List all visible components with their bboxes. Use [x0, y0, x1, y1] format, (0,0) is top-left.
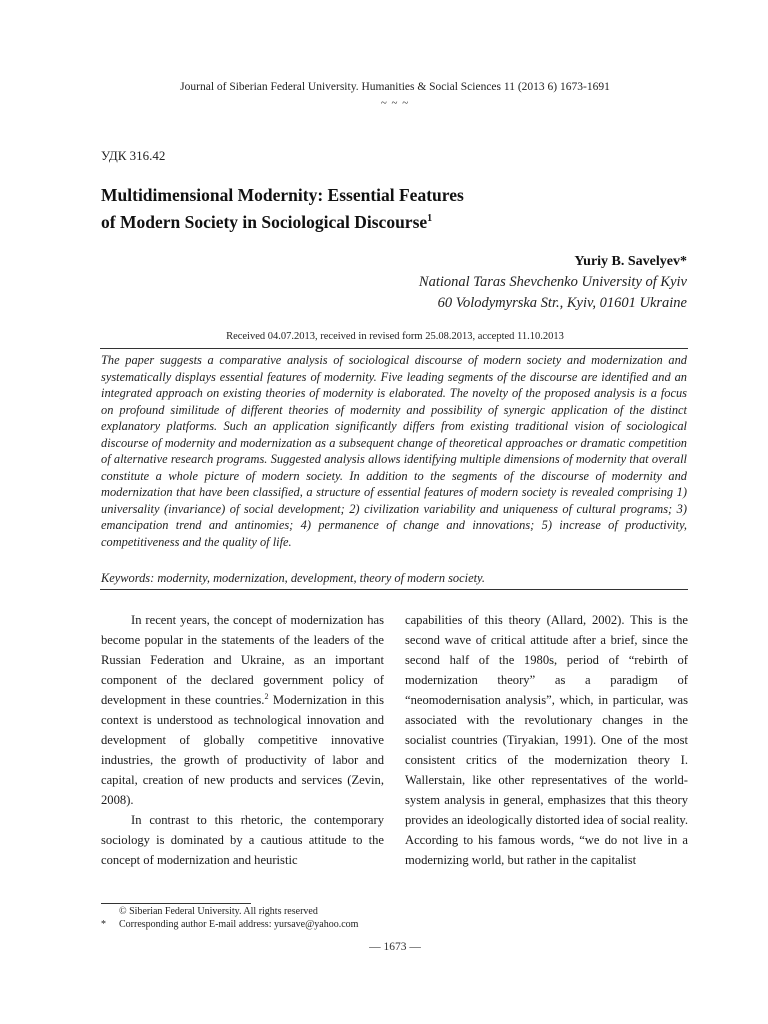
- body-column-left: [101, 610, 384, 870]
- footnote-copyright: [101, 905, 691, 918]
- corresponding-mark: *: [101, 919, 106, 930]
- abstract: The paper suggests a comparative analysis of sociological discourse of modern society and modernization and systematically displays essential features of modernity. Five leading segments of the discourse are identified and an integrated approach on existing theories of modernity is elaborated. The novelty of the proposed analysis is a focus on profound similitude of different theories of modernity and possibility of synergic application of the distinct explanatory platforms. Such an application significantly differs from existing traditional vision of sociological discourse of modernity and modernization as a subsequent change of theoretical approaches or dramatic competition of alternative research programs. Suggested analysis allows identifying multiple dimensions of modernity that overall constitute a whole picture of modern society. In addition to the segments of the discourse of modernity and modernization that have been classified, a structure of essential features of modern society is revealed comprising 1) universality (invariance) of social development; 2) civilization variability and uniqueness of cultural programs; 3) emancipation trend and antinomies; 4) permanence of change and innovations; 5) increase of productivity, competitiveness and the quality of life.: [101, 353, 687, 549]
- footnote-corresponding: [101, 918, 691, 931]
- page-number: — 1673 —: [369, 941, 421, 953]
- author-name: Yuriy B. Savelyev*: [574, 254, 687, 269]
- body-text: Modernization in this context is understood as technological innovation and development of globally competitive innovative industries, the growth of productivity of labor and capital, creation of new products and services (Zevin, 2008).: [101, 693, 384, 807]
- title-line-1: Multidimensional Modernity: Essential Features: [101, 185, 464, 205]
- body-paragraph: [101, 610, 384, 810]
- body-text: In recent years, the concept of modernization has become popular in the statements of the leaders of the Russian Federation and Ukraine, as an important component of the declared government policy of development in these countries.: [101, 613, 384, 707]
- title-line-2: of Modern Society in Sociological Discourse: [101, 212, 428, 232]
- journal-separator: ~ ~ ~: [380, 97, 410, 109]
- abstract-bottom-rule: [100, 589, 688, 590]
- copyright-text: © Siberian Federal University. All rights reserved: [119, 906, 318, 917]
- title-footnote-mark: 1: [427, 213, 433, 225]
- author-affiliation-1: National Taras Shevchenko University of Kyiv: [418, 274, 687, 290]
- body-column-right: [405, 610, 688, 870]
- keywords: Keywords: modernity, modernization, development, theory of modern society.: [101, 571, 485, 585]
- udk-code: УДК 316.42: [101, 148, 166, 163]
- body-paragraph: capabilities of this theory (Allard, 2002). This is the second wave of critical attitude after a brief, since the second half of the 1980s, period of “rebirth of modernization theory” as a paradigm of “neomodernisation analysis”, which, in particular, was associated with the revolutionary changes in the socialist countries (Tiryakian, 1991). One of the most consistent critics of the modernization theory I. Wallerstain, like other representatives of the world-system analysis in general, emphasizes that this theory provides an ideologically distorted idea of social reality. According to his famous words, “we do not live in a modernizing world, but rather in the capitalist: [405, 613, 688, 867]
- paper-title: [101, 182, 701, 236]
- body-paragraph: In contrast to this rhetoric, the contemporary sociology is dominated by a cautious attitude to the concept of modernization and heuristic: [101, 813, 384, 867]
- abstract-top-rule: [100, 348, 688, 349]
- received-dates: Received 04.07.2013, received in revised form 25.08.2013, accepted 11.10.2013: [226, 331, 564, 342]
- footnote-rule: [101, 903, 251, 904]
- author-affiliation-2: 60 Volodymyrska Str., Kyiv, 01601 Ukraine: [437, 295, 687, 311]
- journal-header: Journal of Siberian Federal University. Humanities & Social Sciences 11 (2013 6) 1673-1691: [180, 81, 610, 93]
- footnote-ref: 2: [264, 691, 269, 701]
- author-block: [300, 252, 687, 314]
- footnotes: [101, 905, 691, 931]
- corresponding-text: Corresponding author E-mail address: yursave@yahoo.com: [119, 919, 359, 930]
